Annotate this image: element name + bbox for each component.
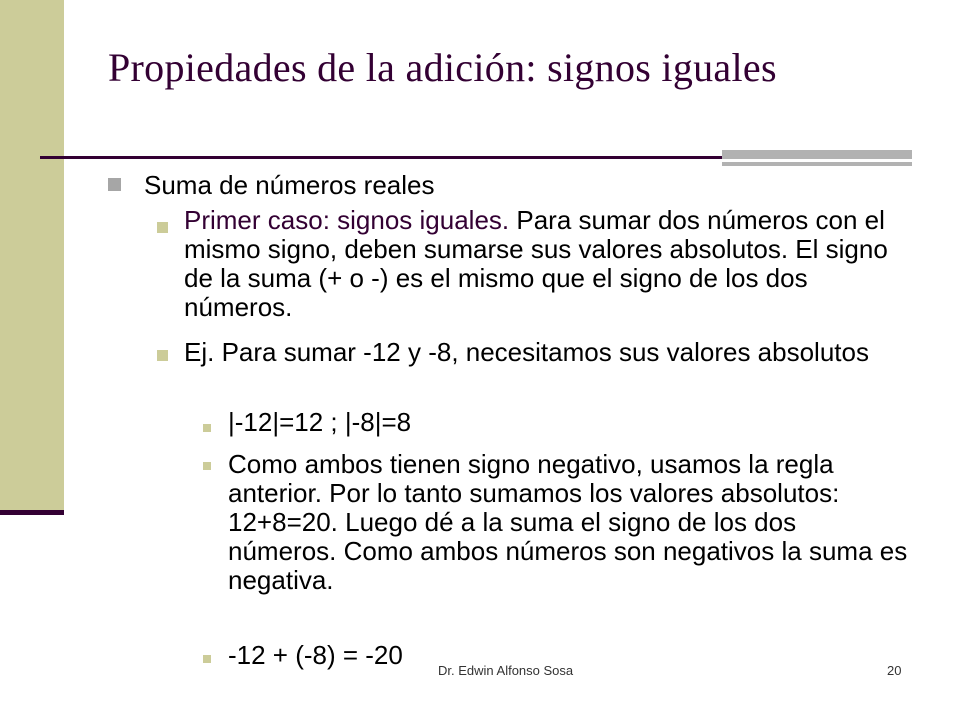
bullet-square-icon xyxy=(203,424,211,432)
bullet-square-icon xyxy=(108,178,121,191)
title-divider-accent xyxy=(722,150,912,159)
side-decorative-bar xyxy=(0,0,64,512)
sub-bullet-absolutos: |-12|=12 ; |-8|=8 xyxy=(228,407,412,437)
sub-bullet-explicacion: Como ambos tienen signo negativo, usamos la regla anterior. Por lo tanto sumamos los valores absolutos: 12+8=20. Luego dé a la suma el signo de los dos números. Como ambos números son negativos la suma es negativa. xyxy=(228,449,908,595)
bullet-level1: Suma de números reales xyxy=(144,170,435,200)
highlight-lead: Primer caso: signos iguales. xyxy=(184,205,510,235)
bullet-square-icon xyxy=(157,350,168,361)
bullet-ejemplo: Ej. Para sumar -12 y -8, necesitamos sus valores absolutos xyxy=(184,337,869,367)
bullet-square-icon xyxy=(157,222,168,233)
side-accent-line xyxy=(0,510,64,515)
bullet-primer-caso-text: Para sumar dos números con el mismo signo, deben sumarse sus valores absolutos. El signo de la suma (+ o -) es el mismo que el signo de los dos números. xyxy=(184,205,888,322)
footer-author: Dr. Edwin Alfonso Sosa xyxy=(438,663,574,678)
bullet-square-icon xyxy=(203,655,211,663)
bullet-square-icon xyxy=(203,462,211,470)
sub-bullet-resultado: -12 + (-8) = -20 xyxy=(228,640,403,670)
title-divider-accent-lower xyxy=(722,162,912,166)
bullet-primer-caso xyxy=(184,206,904,322)
slide-title: Propiedades de la adición: signos iguales xyxy=(108,45,777,90)
footer-page-number: 20 xyxy=(887,663,902,678)
